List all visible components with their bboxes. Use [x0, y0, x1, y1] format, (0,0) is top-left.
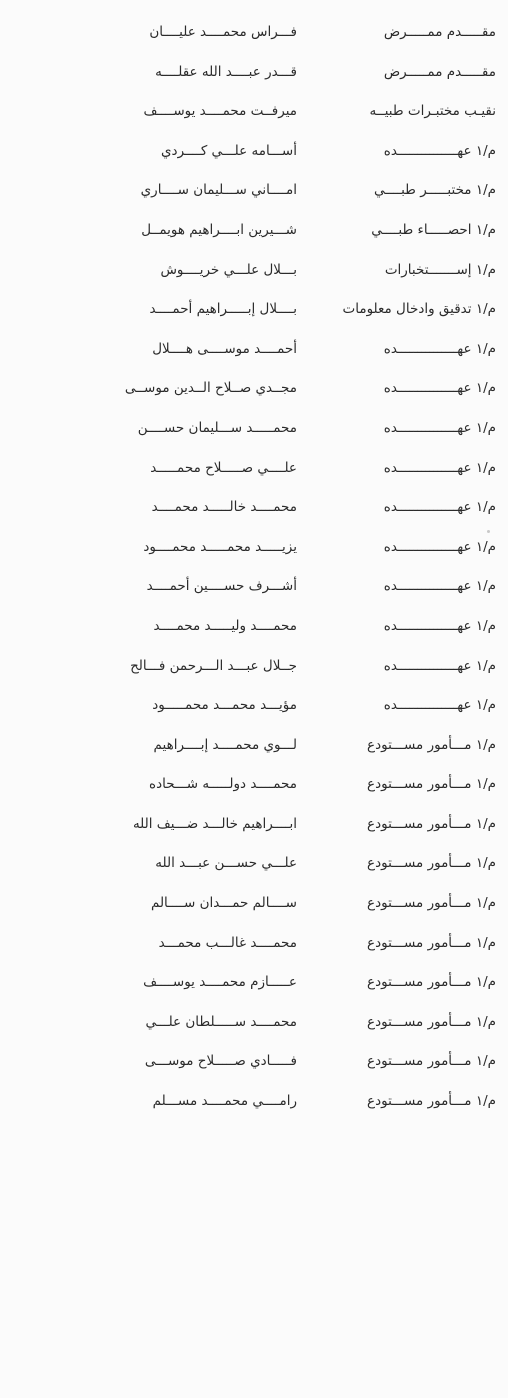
person-name: يزيـــــد محمـــــد محمــــود	[143, 538, 297, 555]
roster-row	[0, 528, 508, 568]
person-name: أشـــرف حســــين أحمــــد	[146, 578, 297, 595]
rank-title: م/١ إســـــــتخبارات	[384, 261, 496, 278]
rank-title: م/١ مختبـــــر طبــــي	[374, 182, 496, 199]
roster-row	[0, 488, 508, 528]
roster-row	[0, 924, 508, 964]
person-name: محمــــد دولـــــه شـــحاده	[149, 776, 297, 793]
rank-title: م/١ مـــأمور مســـتودع	[367, 1093, 496, 1110]
person-name: لـــوي محمــــد إبــــراهيم	[153, 736, 297, 753]
person-name: ميرفــت محمــــد يوســــف	[143, 103, 297, 120]
rank-title: م/١ عهـــــــــــــــده	[383, 617, 496, 634]
roster-row	[0, 132, 508, 172]
rank-title: م/١ عهـــــــــــــــده	[383, 499, 496, 516]
person-name: مؤيـــد محمـــد محمـــــود	[152, 697, 297, 714]
rank-title: م/١ مـــأمور مســـتودع	[367, 895, 496, 912]
person-name: رامــــي محمــــد مســـلم	[152, 1093, 297, 1110]
rank-title: م/١ مـــأمور مســـتودع	[367, 974, 496, 991]
roster-row	[0, 1082, 508, 1122]
person-name: ســــالم حمـــدان ســــالم	[150, 895, 297, 912]
roster-row	[0, 290, 508, 330]
person-name: فـــراس محمــــد عليــــان	[149, 24, 297, 40]
rank-title: م/١ تدقيق وادخال معلومات	[342, 301, 496, 318]
rank-title: م/١ مـــأمور مســـتودع	[367, 934, 496, 951]
roster-row	[0, 765, 508, 805]
roster-row	[0, 607, 508, 647]
roster-row	[0, 211, 508, 251]
roster-row	[0, 686, 508, 726]
rank-title: نقيـب مختبـرات طبيــه	[369, 103, 496, 120]
person-name: ابــــراهيم خالـــد ضـــيف الله	[132, 815, 297, 832]
person-name: علـــي حســـن عبـــد الله	[155, 855, 297, 872]
rank-title: م/١ عهـــــــــــــــده	[383, 340, 496, 357]
roster-row	[0, 726, 508, 766]
rank-title: م/١ مـــأمور مســـتودع	[367, 855, 496, 872]
person-name: شـــيرين ابــــراهيم هويمــل	[141, 221, 297, 238]
roster-row	[0, 647, 508, 687]
person-name: جــلال عبـــد الـــرحمن فـــالح	[130, 657, 297, 674]
roster-row	[0, 369, 508, 409]
roster-row	[0, 884, 508, 924]
rank-title: م/١ عهـــــــــــــــده	[383, 578, 496, 595]
personnel-roster	[0, 13, 508, 1122]
rank-title: م/١ عهـــــــــــــــده	[383, 697, 496, 714]
person-name: محمــــد وليـــــد محمــــد	[153, 617, 297, 634]
roster-row	[0, 1042, 508, 1082]
rank-title: م/١ عهـــــــــــــــده	[383, 419, 496, 436]
person-name: بـــلال علـــي خريــــوش	[160, 261, 297, 278]
roster-row	[0, 963, 508, 1003]
roster-row	[0, 567, 508, 607]
rank-title: مقـــــدم ممـــــرض	[383, 24, 496, 40]
person-name: محمــــد ســـــلطان علـــي	[145, 1013, 297, 1030]
roster-row	[0, 53, 508, 93]
person-name: بــــلال إبـــــراهيم أحمــــد	[149, 301, 297, 318]
rank-title: م/١ عهـــــــــــــــده	[383, 657, 496, 674]
roster-row	[0, 251, 508, 291]
person-name: محمــــد غالـــب محمـــد	[158, 934, 297, 951]
person-name: قـــدر عبــــد الله عقلــــه	[155, 63, 297, 80]
roster-row	[0, 1003, 508, 1043]
rank-title: م/١ مـــأمور مســـتودع	[367, 1013, 496, 1030]
person-name: أحمــــد موســــى هــــلال	[152, 340, 297, 357]
roster-row	[0, 844, 508, 884]
roster-row	[0, 805, 508, 845]
person-name: عـــــازم محمــــد يوســــف	[143, 974, 297, 991]
scan-speck	[487, 530, 490, 533]
rank-title: م/١ مـــأمور مســـتودع	[367, 1053, 496, 1070]
person-name: أســـامه علـــي كــــردي	[160, 142, 297, 159]
person-name: مجــدي صــلاح الــدين موســى	[124, 380, 297, 397]
roster-row	[0, 449, 508, 489]
roster-row	[0, 13, 508, 53]
rank-title: مقـــــدم ممـــــرض	[383, 63, 496, 80]
rank-title: م/١ عهـــــــــــــــده	[383, 459, 496, 476]
rank-title: م/١ احصـــــاء طبــــي	[371, 221, 496, 238]
rank-title: م/١ عهـــــــــــــــده	[383, 538, 496, 555]
rank-title: م/١ مـــأمور مســـتودع	[367, 815, 496, 832]
rank-title: م/١ عهـــــــــــــــده	[383, 380, 496, 397]
rank-title: م/١ مـــأمور مســـتودع	[367, 776, 496, 793]
roster-row	[0, 330, 508, 370]
person-name: فـــــادي صـــــلاح موســـى	[144, 1053, 297, 1070]
person-name: محمـــــد ســـليمان حســــن	[137, 419, 297, 436]
roster-row	[0, 171, 508, 211]
person-name: علــــي صـــــلاح محمـــــد	[150, 459, 297, 476]
rank-title: م/١ مـــأمور مســـتودع	[367, 736, 496, 753]
rank-title: م/١ عهـــــــــــــــده	[383, 142, 496, 159]
person-name: امــــاني ســـليمان ســــاري	[140, 182, 297, 199]
person-name: محمــــد خالـــــد محمــــد	[151, 499, 297, 516]
roster-row	[0, 92, 508, 132]
roster-row	[0, 409, 508, 449]
